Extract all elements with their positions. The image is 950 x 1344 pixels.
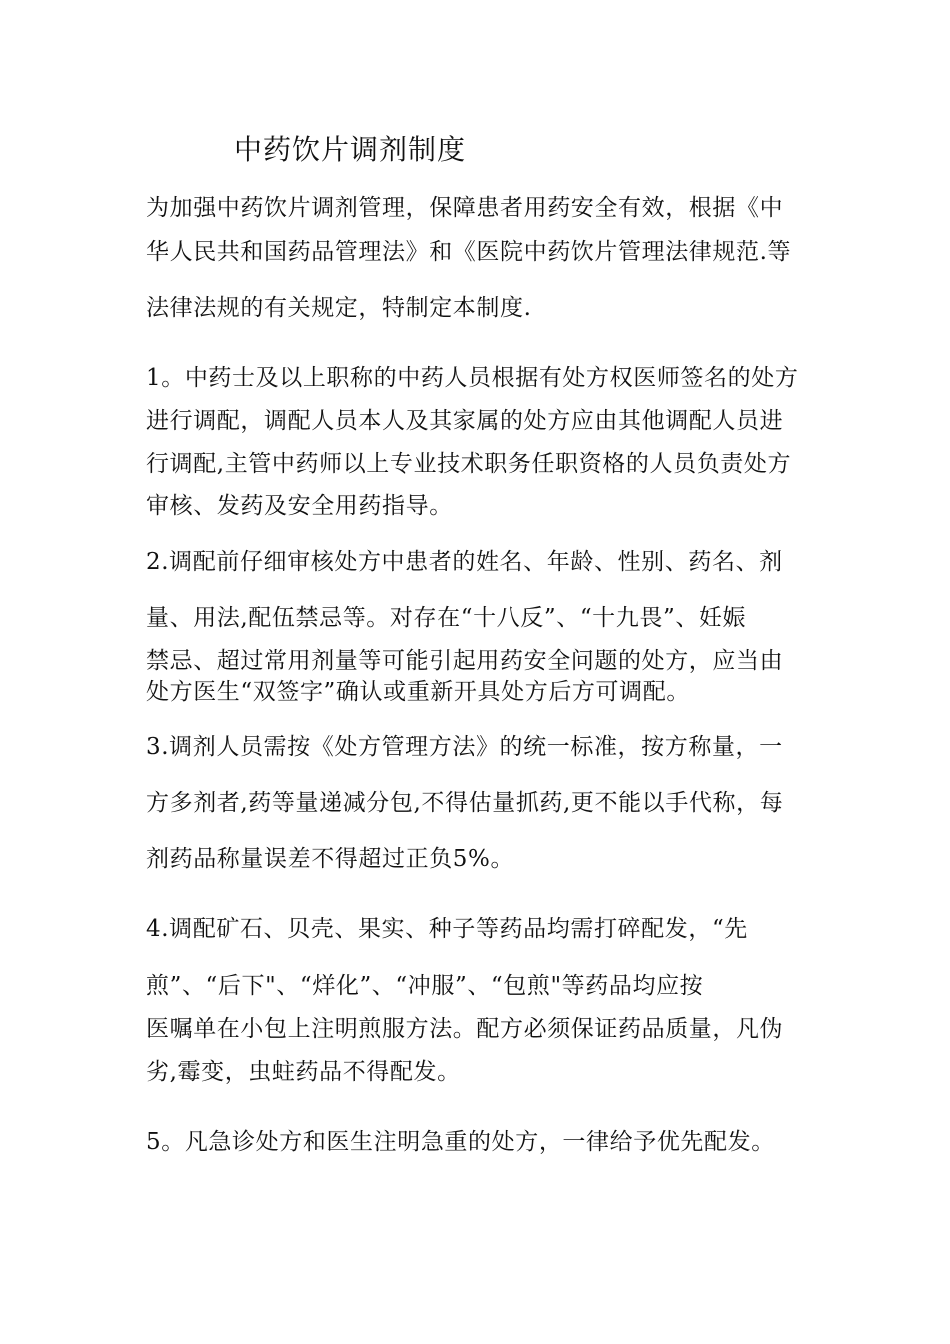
intro-line-2: 华人民共和国药品管理法》和《医院中药饮片管理法律规范.等 [146,239,792,265]
item-3-line-3: 剂药品称量误差不得超过正负5%。 [146,846,515,872]
item-1-line-4: 审核、发药及安全用药指导。 [146,493,453,519]
item-3-line-1: 3.调剂人员需按《处方管理方法》的统一标准，按方称量，一 [146,734,783,760]
item-2-line-1: 2.调配前仔细审核处方中患者的姓名、年龄、性别、药名、剂 [146,549,783,575]
intro-line-3: 法律法规的有关规定，特制定本制度. [146,295,532,321]
item-1-line-2: 进行调配，调配人员本人及其家属的处方应由其他调配人员进 [146,408,784,434]
item-4-line-4: 劣,霉变，虫蛀药品不得配发。 [146,1059,461,1085]
item-2-line-4: 处方医生“双签字”确认或重新开具处方后方可调配。 [146,679,690,705]
item-1-line-3: 行调配,主管中药师以上专业技术职务任职资格的人员负责处方 [146,451,792,477]
intro-line-1: 为加强中药饮片调剂管理，保障患者用药安全有效，根据《中 [146,195,784,221]
document-title: 中药饮片调剂制度 [234,133,467,166]
item-3-line-2: 方多剂者,药等量递减分包,不得估量抓药,更不能以手代称，每 [146,790,784,816]
item-4-line-1: 4.调配矿石、贝壳、果实、种子等药品均需打碎配发，“先 [146,916,748,942]
item-2-line-2: 量、用法,配伍禁忌等。对存在“十八反”、“十九畏”、妊娠 [146,605,747,631]
item-4-line-3: 医嘱单在小包上注明煎服方法。配方必须保证药品质量，凡伪 [146,1016,784,1042]
item-5-line-1: 5。凡急诊处方和医生注明急重的处方，一律给予优先配发。 [146,1129,775,1155]
item-1-line-1: 1。中药士及以上职称的中药人员根据有处方权医师签名的处方 [146,365,799,391]
item-4-line-2: 煎”、“后下"、“烊化”、“冲服”、“包煎"等药品均应按 [146,973,704,999]
item-2-line-3: 禁忌、超过常用剂量等可能引起用药安全问题的处方，应当由 [146,648,784,674]
